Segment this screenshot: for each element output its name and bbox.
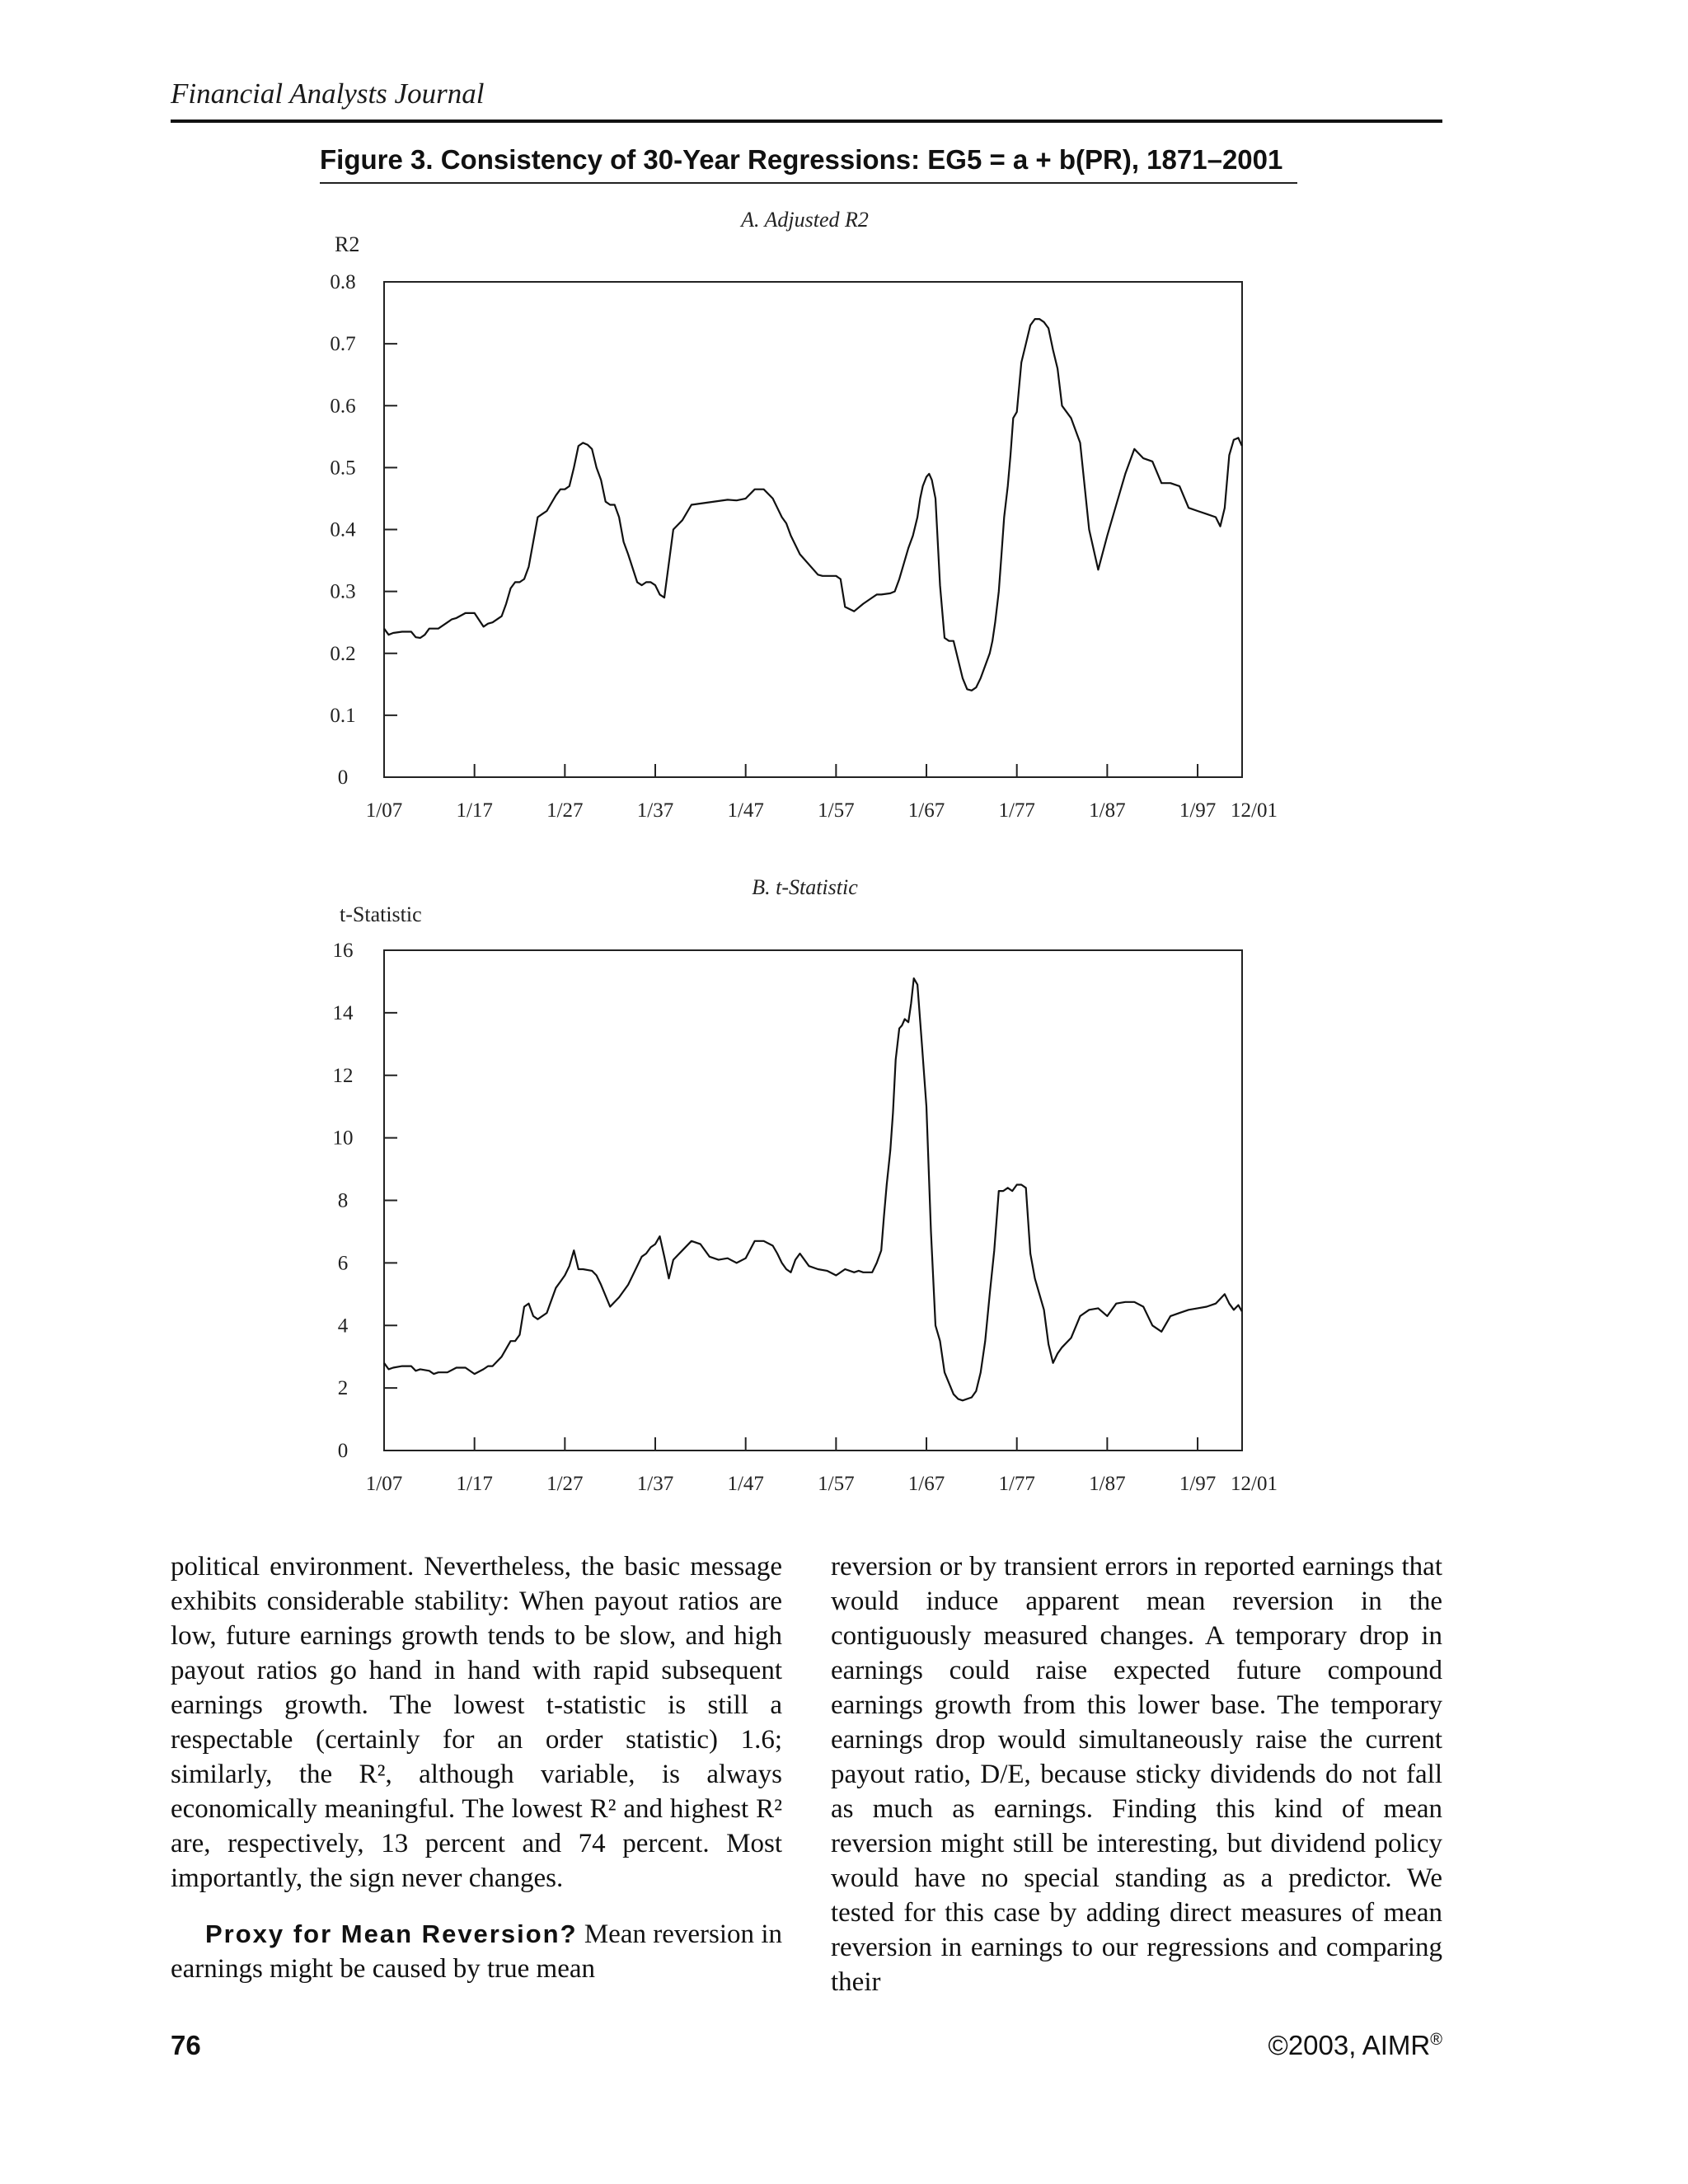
y-tick-label: 6 (337, 1252, 349, 1275)
x-tick-label: 1/07 (365, 1473, 403, 1495)
copyright (1268, 2030, 1443, 2061)
y-axis-label: t-Statistic (340, 902, 422, 926)
y-tick-label: 0.5 (330, 457, 356, 480)
copyright-text: ©2003, AIMR (1268, 2030, 1431, 2060)
x-tick-label: 1/17 (456, 1473, 493, 1495)
x-tick-label: 1/77 (998, 799, 1035, 822)
body-paragraph-text: Mean reversion in earnings might be caused by true mean (171, 1919, 782, 1984)
figure-title-text: Consistency of 30-Year Regressions: (440, 144, 921, 175)
x-tick-label: 1/27 (546, 799, 584, 822)
x-tick-label: 1/57 (818, 1473, 855, 1495)
x-tick-label: 1/47 (727, 1473, 764, 1495)
x-tick-label: 1/67 (907, 1473, 945, 1495)
y-tick-label: 0.3 (330, 580, 356, 603)
y-tick-label: 0.2 (330, 642, 356, 665)
x-tick-label: 1/37 (636, 799, 674, 822)
y-tick-label: 8 (337, 1189, 349, 1212)
y-tick-label: 0.7 (330, 333, 356, 356)
series-line (384, 319, 1242, 691)
y-tick-label: 0.1 (330, 704, 356, 727)
series-line (384, 978, 1242, 1400)
x-tick-label: 1/47 (727, 799, 764, 822)
page-number: 76 (171, 2030, 201, 2060)
body-paragraph: reversion or by transient errors in reported earnings that would induce apparent mean reversion in the contiguously measured changes. A temporary drop in earnings could raise expected future compound earnings growth from this lower base. The temporary earnings drop would simultaneously raise the current payout ratio, D/E, because sticky dividends do not fall as much as earnings. Finding this kind of mean reversion might still be interesting, but dividend policy would have no special standing as a predictor. We tested for this case by adding direct measures of mean reversion in earnings to our regressions and comparing their (831, 1552, 1442, 1997)
panel-a-chart (0, 194, 1688, 853)
y-tick-label: 0.8 (330, 271, 356, 293)
x-tick-label: 12/01 (1231, 799, 1278, 822)
header-rule (171, 120, 1442, 123)
x-tick-label: 1/37 (636, 1473, 674, 1495)
x-tick-label: 1/07 (365, 799, 403, 822)
y-tick-label: 12 (332, 1064, 354, 1087)
x-tick-label: 1/87 (1089, 799, 1126, 822)
body-column-right (831, 1549, 1442, 1999)
y-axis-label: R2 (335, 232, 360, 256)
y-tick-label: 14 (332, 1001, 354, 1024)
plot-frame (384, 282, 1242, 777)
y-tick-label: 10 (332, 1127, 354, 1150)
figure-label: Figure 3. (320, 144, 434, 175)
figure-title-rule (320, 182, 1297, 184)
x-tick-label: 1/97 (1179, 1473, 1217, 1495)
body-paragraph (171, 1917, 782, 1986)
y-tick-label: 2 (337, 1377, 349, 1400)
panel-title: A. Adjusted R2 (741, 208, 869, 232)
y-tick-label: 0.6 (330, 395, 356, 418)
y-tick-label: 16 (332, 940, 354, 962)
panel-b-chart (0, 874, 1688, 1516)
x-tick-label: 1/87 (1089, 1473, 1126, 1495)
x-tick-label: 1/27 (546, 1473, 584, 1495)
figure-title-formula: EG5 = a + b(PR), 1871–2001 (927, 144, 1283, 175)
x-tick-label: 1/97 (1179, 799, 1217, 822)
y-tick-label: 0.4 (330, 518, 356, 541)
body-column-left (171, 1549, 782, 1986)
x-tick-label: 12/01 (1231, 1473, 1278, 1495)
figure-title (320, 144, 1282, 176)
y-tick-label: 4 (337, 1315, 349, 1338)
registered-mark: ® (1430, 2031, 1442, 2049)
y-tick-label: 0 (337, 1440, 349, 1462)
section-run-in-heading: Proxy for Mean Reversion? (205, 1919, 578, 1948)
plot-frame (384, 950, 1242, 1451)
x-tick-label: 1/77 (998, 1473, 1035, 1495)
body-paragraph: political environment. Nevertheless, the basic message exhibits considerable stability: When payout ratios are low, future earnings growth tends to be slow, and high payout ratios go hand in hand with rapid subsequent earnings growth. The lowest t-statistic is still a respectable (certainly for an order statistic) 1.6; similarly, the R², although variable, is always economically meaningful. The lowest R² and highest R² are, respectively, 13 percent and 74 percent. Most importantly, the sign never changes. (171, 1552, 782, 1893)
x-tick-label: 1/67 (907, 799, 945, 822)
y-tick-label: 0 (337, 766, 349, 789)
x-tick-label: 1/17 (456, 799, 493, 822)
panel-title: B. t-Statistic (752, 875, 858, 899)
running-header: Financial Analysts Journal (171, 77, 485, 110)
x-tick-label: 1/57 (818, 799, 855, 822)
